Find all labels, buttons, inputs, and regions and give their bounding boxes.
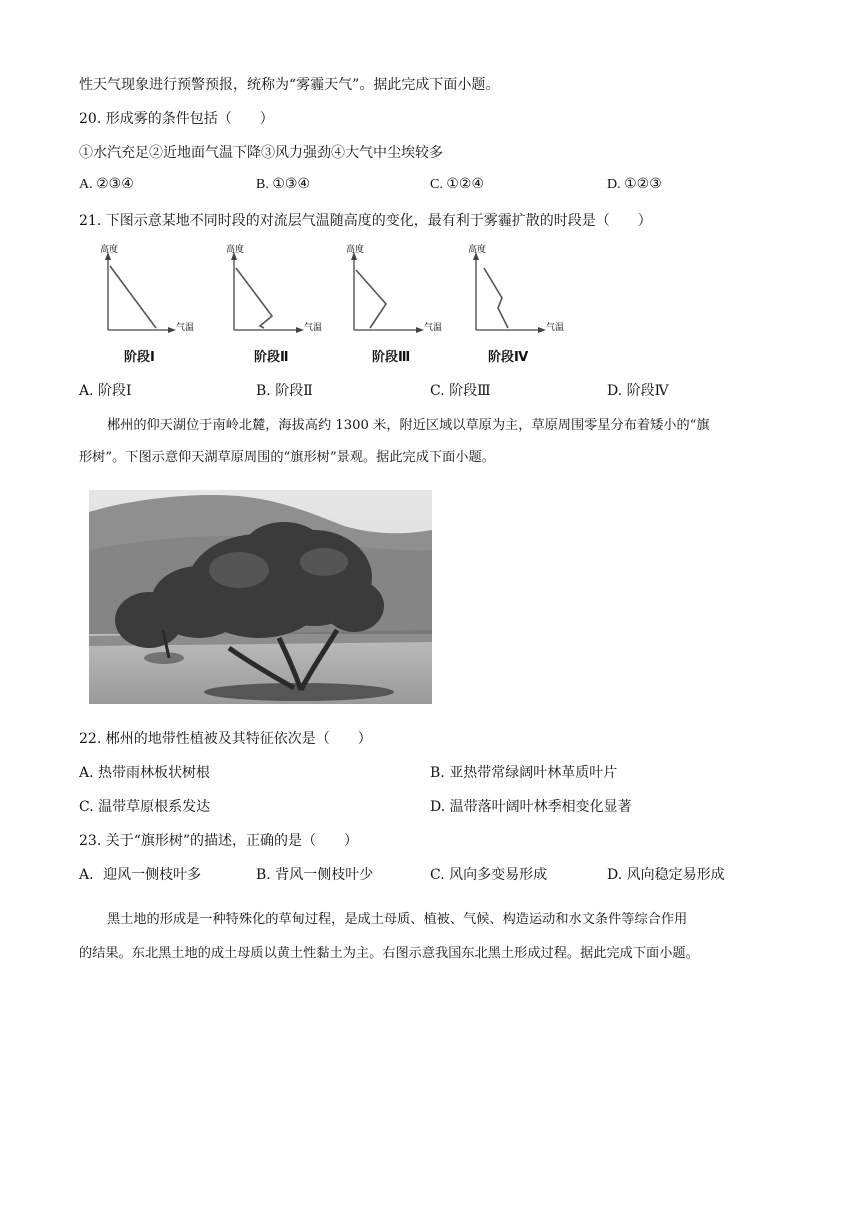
y-axis-label: 高度: [346, 245, 365, 255]
question-20-option-c: C. ①②④: [430, 177, 484, 192]
question-23-option-a: A．迎风一侧枝叶多: [79, 867, 202, 883]
question-21-option-a: A. 阶段Ⅰ: [79, 383, 132, 399]
question-21-option-c: C. 阶段Ⅲ: [430, 383, 491, 399]
question-23-stem: 23. 关于“旗形树”的描述，正确的是（ ）: [79, 833, 359, 849]
stage-2-label: 阶段Ⅱ: [254, 350, 289, 365]
question-22-option-a: A. 热带雨林板状树根: [79, 765, 211, 781]
question-20-option-d: D. ①②③: [607, 177, 662, 192]
stage-4-diagram: [462, 244, 572, 340]
stage-1-diagram: [96, 244, 196, 340]
y-axis-label: 高度: [226, 245, 245, 255]
y-axis-label: 高度: [468, 245, 487, 255]
passage-3-line-1: 黑土地的形成是一种特殊化的草甸过程，是成土母质、植被、气候、构造运动和水文条件等综合作用: [107, 912, 688, 927]
passage-intro-tail: 性天气现象进行预警预报，统称为“雾霾天气”。据此完成下面小题。: [79, 77, 500, 93]
stage-1-label: 阶段Ⅰ: [124, 350, 155, 365]
question-22-option-b: B. 亚热带常绿阔叶林革质叶片: [430, 765, 618, 781]
question-20-option-a: A. ②③④: [79, 177, 134, 192]
flag-tree-photo: [89, 490, 432, 704]
question-23-option-d: D. 风向稳定易形成: [607, 867, 725, 883]
x-axis-label: 气温: [424, 323, 443, 333]
question-20-stem: 20. 形成雾的条件包括（ ）: [79, 111, 274, 127]
question-21-stem: 21. 下图示意某地不同时段的对流层气温随高度的变化，最有利于雾霾扩散的时段是（ ）: [79, 213, 652, 229]
passage-2-line-1: 郴州的仰天湖位于南岭北麓，海拔高约 1300 米，附近区域以草原为主，草原周围零星分布着矮小的“旗: [107, 418, 710, 433]
passage-3-line-2: 的结果。东北黑土地的成土母质以黄土性黏土为主。右图示意我国东北黑土形成过程。据此完成下面小题。: [79, 946, 699, 961]
question-22-stem: 22. 郴州的地带性植被及其特征依次是（ ）: [79, 731, 372, 747]
question-22-option-d: D. 温带落叶阔叶林季相变化显著: [430, 799, 632, 815]
question-21-option-b: B. 阶段Ⅱ: [256, 383, 313, 399]
x-axis-label: 气温: [546, 323, 565, 333]
question-23-option-b: B. 背风一侧枝叶少: [256, 867, 374, 883]
stage-3-label: 阶段Ⅲ: [372, 350, 411, 365]
question-22-option-c: C. 温带草原根系发达: [79, 799, 211, 815]
stage-2-diagram: [220, 244, 330, 340]
x-axis-label: 气温: [304, 323, 323, 333]
stage-4-label: 阶段Ⅳ: [488, 350, 529, 365]
x-axis-label: 气温: [176, 323, 195, 333]
passage-2-line-2: 形树”。下图示意仰天湖草原周围的“旗形树”景观。据此完成下面小题。: [79, 450, 495, 465]
question-23-option-c: C. 风向多变易形成: [430, 867, 548, 883]
question-21-option-d: D. 阶段Ⅳ: [607, 383, 669, 399]
question-20-conditions: ①水汽充足②近地面气温下降③风力强劲④大气中尘埃较多: [79, 145, 443, 161]
question-20-option-b: B. ①③④: [256, 177, 310, 192]
y-axis-label: 高度: [100, 245, 119, 255]
stage-3-diagram: [340, 244, 450, 340]
